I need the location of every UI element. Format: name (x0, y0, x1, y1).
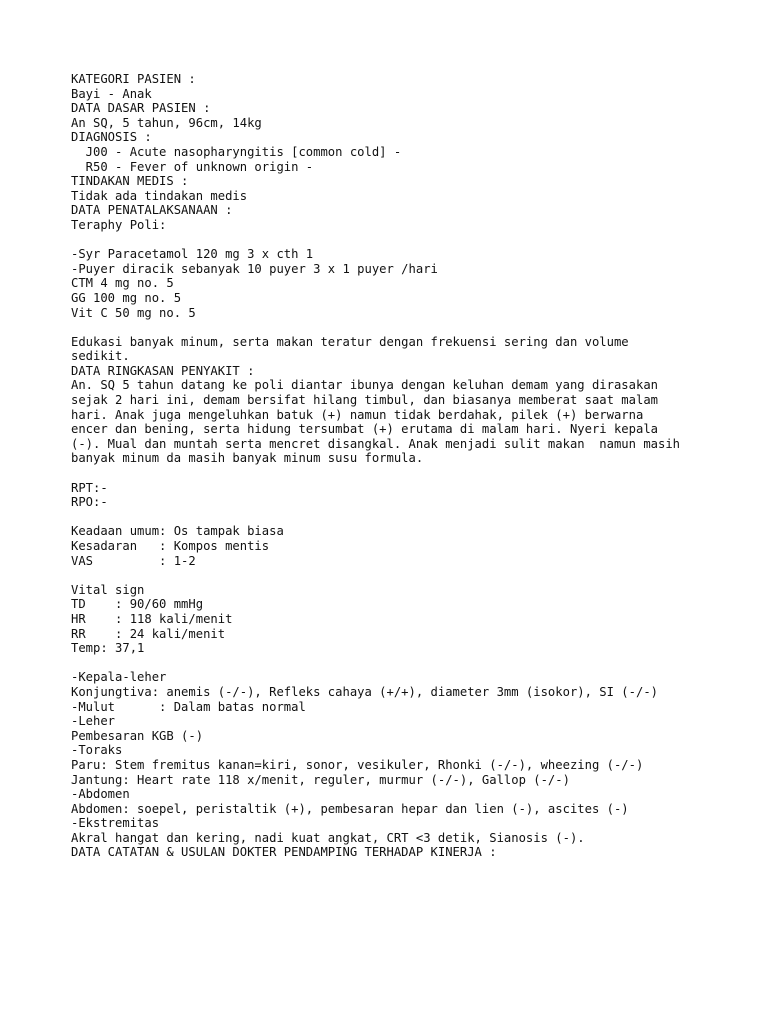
document-line: -Mulut : Dalam batas normal (71, 699, 306, 714)
document-line (71, 233, 731, 248)
document-line: -Leher (71, 714, 116, 729)
document-line (71, 568, 731, 583)
document-line: Tidak ada tindakan medis (71, 188, 248, 203)
document-line: DATA CATATAN & USULAN DOKTER PENDAMPING TERHADAP KINERJA : (71, 845, 497, 860)
document-line: Vital sign (71, 582, 145, 597)
document-line: Jantung: Heart rate 118 x/menit, reguler, murmur (-/-), Gallop (-/-) (71, 772, 570, 787)
document-line: Bayi - Anak (71, 86, 152, 101)
document-line: TINDAKAN MEDIS : (71, 174, 189, 189)
document-line: HR : 118 kali/menit (71, 611, 233, 626)
document-line: Teraphy Poli: (71, 217, 167, 232)
document-line: CTM 4 mg no. 5 (71, 276, 174, 291)
document-line: Kesadaran : Kompos mentis (71, 539, 270, 553)
document-line: -Toraks (71, 743, 123, 758)
document-line: DATA PENATALAKSANAAN : (71, 203, 233, 218)
document-line: DATA RINGKASAN PENYAKIT : (71, 363, 255, 378)
document-line: Vit C 50 mg no. 5 (71, 305, 196, 320)
document-line (71, 466, 731, 481)
document-page (71, 72, 731, 860)
document-line: -Abdomen (71, 787, 130, 802)
document-line: An. SQ 5 tahun datang ke poli diantar ibunya dengan keluhan demam yang dirasakan (71, 378, 658, 393)
document-line: R50 - Fever of unknown origin - (71, 159, 314, 174)
document-line: GG 100 mg no. 5 (71, 290, 182, 305)
document-line: VAS : 1-2 (71, 553, 196, 568)
document-line: DIAGNOSIS : (71, 130, 152, 145)
document-line: sejak 2 hari ini, demam bersifat hilang timbul, dan biasanya memberat saat malam (71, 393, 658, 408)
document-line: Paru: Stem fremitus kanan=kiri, sonor, vesikuler, Rhonki (-/-), wheezing (-/-) (71, 757, 644, 772)
document-line: (-). Mual dan muntah serta mencret disangkal. Anak menjadi sulit makan namun masih (71, 436, 681, 451)
document-line: -Kepala-leher (71, 670, 167, 685)
document-line (71, 320, 731, 335)
document-line: RPT:- (71, 480, 108, 495)
document-line: Temp: 37,1 (71, 641, 145, 656)
document-line: Pembesaran KGB (-) (71, 728, 204, 743)
document-line: Edukasi banyak minum, serta makan teratur dengan frekuensi sering dan volume (71, 334, 629, 349)
document-line: banyak minum da masih banyak minum susu formula. (71, 451, 424, 466)
document-line: DATA DASAR PASIEN : (71, 101, 211, 116)
document-line: hari. Anak juga mengeluhkan batuk (+) namun tidak berdahak, pilek (+) berwarna (71, 407, 644, 422)
document-line: Akral hangat dan kering, nadi kuat angkat, CRT <3 detik, Sianosis (-). (71, 830, 585, 845)
document-line: -Puyer diracik sebanyak 10 puyer 3 x 1 puyer /hari (71, 261, 438, 276)
document-line: RR : 24 kali/menit (71, 626, 226, 641)
document-line: TD : 90/60 mmHg (71, 597, 204, 612)
document-line (71, 656, 731, 671)
document-line: sedikit. (71, 349, 130, 364)
document-line: -Syr Paracetamol 120 mg 3 x cth 1 (71, 247, 314, 262)
document-line: KATEGORI PASIEN : (71, 72, 196, 86)
document-line: J00 - Acute nasopharyngitis [common cold] - (71, 144, 402, 159)
document-line: encer dan bening, serta hidung tersumbat (+) erutama di malam hari. Nyeri kepala (71, 422, 658, 437)
document-line (71, 510, 731, 525)
document-line: Konjungtiva: anemis (-/-), Refleks cahaya (+/+), diameter 3mm (isokor), SI (-/-) (71, 684, 658, 699)
document-line: Keadaan umum: Os tampak biasa (71, 524, 284, 539)
document-line: An SQ, 5 tahun, 96cm, 14kg (71, 115, 262, 130)
document-line: -Ekstremitas (71, 816, 160, 831)
document-line: Abdomen: soepel, peristaltik (+), pembesaran hepar dan lien (-), ascites (-) (71, 801, 629, 816)
document-line: RPO:- (71, 495, 108, 510)
